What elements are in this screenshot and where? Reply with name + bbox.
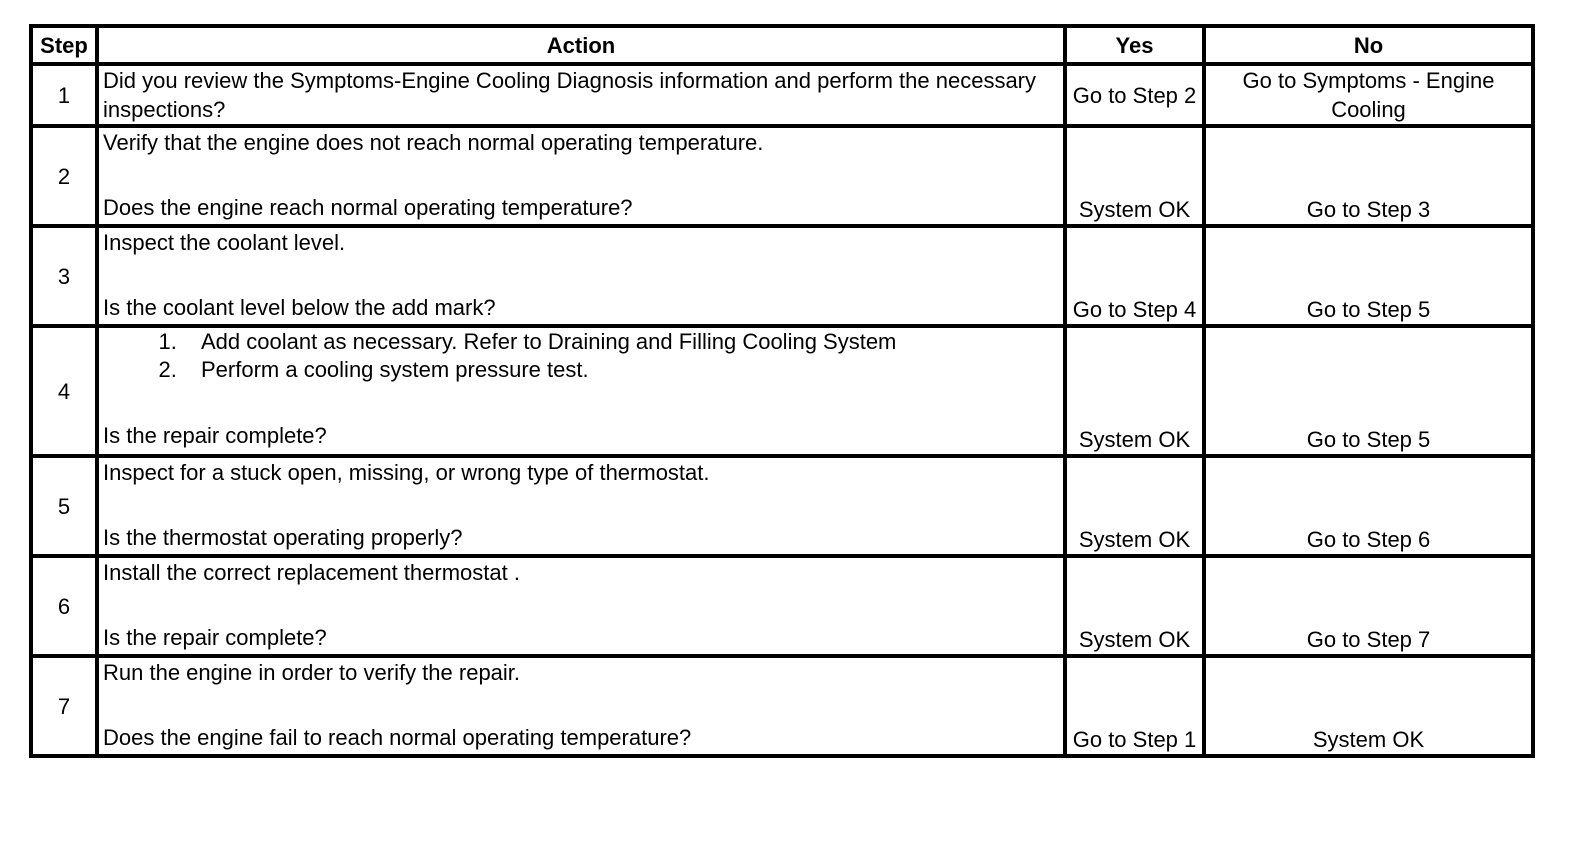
step-number: 2	[31, 126, 97, 226]
action-steps-list	[103, 328, 1059, 384]
action-question: Is the thermostat operating properly?	[103, 525, 463, 550]
step-number: 1	[31, 64, 97, 126]
action-text: Install the correct replacement thermostat .	[103, 560, 520, 585]
table-row	[31, 326, 1533, 456]
step-number: 6	[31, 556, 97, 656]
step-number: 4	[31, 326, 97, 456]
step-number: 3	[31, 226, 97, 326]
action-text: Inspect for a stuck open, missing, or wrong type of thermostat.	[103, 460, 710, 485]
step-number: 7	[31, 656, 97, 756]
action-cell	[97, 556, 1065, 656]
table-row	[31, 656, 1533, 756]
yes-cell: System OK	[1065, 456, 1204, 556]
action-question: Does the engine reach normal operating temperature?	[103, 195, 633, 220]
list-item: 1. Add coolant as necessary. Refer to Draining and Filling Cooling System	[183, 328, 1059, 356]
action-question: Does the engine fail to reach normal operating temperature?	[103, 725, 692, 750]
yes-cell: System OK	[1065, 326, 1204, 456]
table-row	[31, 126, 1533, 226]
action-cell	[97, 656, 1065, 756]
yes-cell: Go to Step 2	[1065, 64, 1204, 126]
action-text: Verify that the engine does not reach normal operating temperature.	[103, 130, 764, 155]
action-cell	[97, 64, 1065, 126]
no-cell: Go to Step 5	[1204, 226, 1533, 326]
header-no: No	[1204, 26, 1533, 64]
table-row	[31, 64, 1533, 126]
no-cell: Go to Step 6	[1204, 456, 1533, 556]
action-text: Inspect the coolant level.	[103, 230, 346, 255]
action-cell	[97, 456, 1065, 556]
action-question: Is the repair complete?	[103, 423, 327, 448]
yes-cell: System OK	[1065, 126, 1204, 226]
action-question: Is the repair complete?	[103, 625, 327, 650]
header-yes: Yes	[1065, 26, 1204, 64]
header-action: Action	[97, 26, 1065, 64]
action-question: Is the coolant level below the add mark?	[103, 295, 496, 320]
no-cell: Go to Step 7	[1204, 556, 1533, 656]
no-cell: Go to Step 3	[1204, 126, 1533, 226]
no-cell: Go to Symptoms - Engine Cooling	[1204, 64, 1533, 126]
yes-cell: System OK	[1065, 556, 1204, 656]
list-item: 2. Perform a cooling system pressure test.	[183, 356, 1059, 384]
header-row	[31, 26, 1533, 64]
action-cell	[97, 226, 1065, 326]
table-row	[31, 556, 1533, 656]
action-cell	[97, 126, 1065, 226]
table-row	[31, 226, 1533, 326]
diagnostic-table	[29, 24, 1535, 758]
no-cell: Go to Step 5	[1204, 326, 1533, 456]
no-cell: System OK	[1204, 656, 1533, 756]
table-row	[31, 456, 1533, 556]
diagnostic-table-container	[29, 24, 1560, 816]
action-cell	[97, 326, 1065, 456]
yes-cell: Go to Step 4	[1065, 226, 1204, 326]
yes-cell: Go to Step 1	[1065, 656, 1204, 756]
step-number: 5	[31, 456, 97, 556]
action-text: Did you review the Symptoms-Engine Cooling Diagnosis information and perform the necessary inspections?	[103, 68, 1037, 122]
action-text: Run the engine in order to verify the repair.	[103, 660, 521, 685]
header-step: Step	[31, 26, 97, 64]
